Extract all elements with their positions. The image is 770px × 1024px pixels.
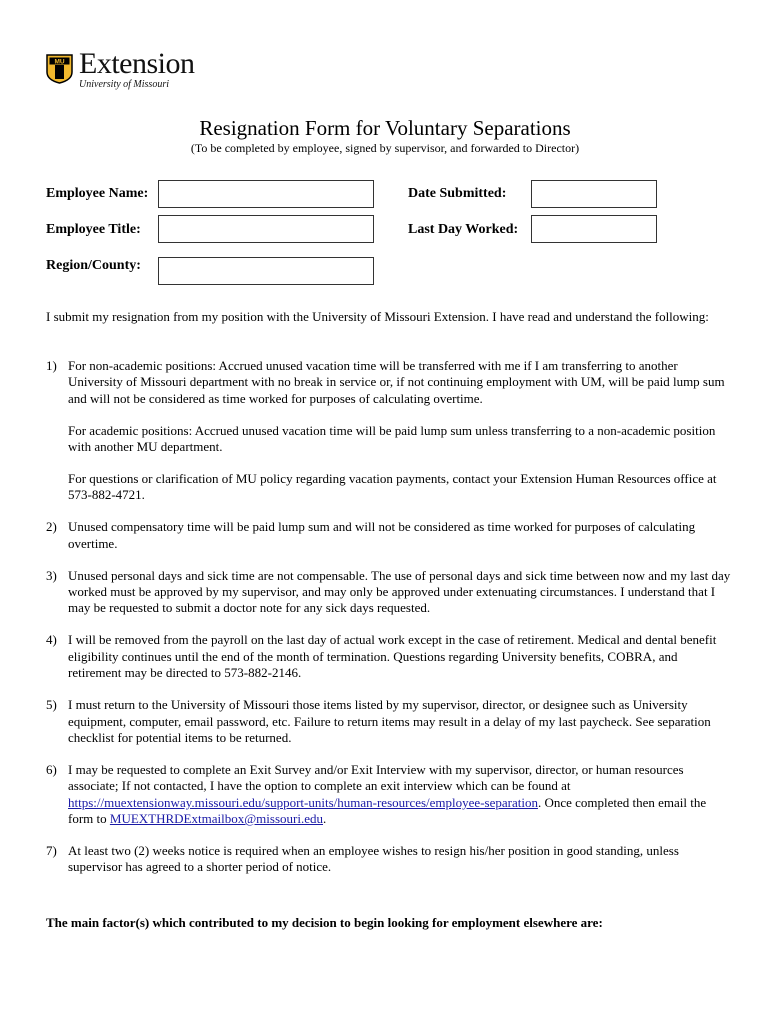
employee-name-input[interactable] [159,181,373,207]
list-item [46,568,731,617]
item-text-part: . Once completed then email the form to [68,794,707,827]
region-county-input[interactable] [159,258,373,284]
employee-name-label: Employee Name: [46,186,149,201]
list-item [46,697,731,746]
form-subtitle: (To be completed by employee, signed by supervisor, and forwarded to Director) [190,141,580,155]
employee-title-field[interactable] [158,215,374,243]
item-text [68,762,731,828]
list-item [46,843,731,876]
region-county-label: Region/County: [46,258,141,273]
item-text: I will be removed from the payroll on the last day of actual work except in the case of retirement. Medical and dental benefit eligibility continues until the end of the month of termination. Questions regarding University benefits, COBRA, and retirement may be directed to 573-882-2146. [68,632,717,681]
list-item [46,358,731,504]
intro-paragraph: I submit my resignation from my position with the University of Missouri Extension. I have read and understand the following: [46,309,709,324]
last-day-worked-label: Last Day Worked: [408,222,519,237]
last-day-worked-input[interactable] [532,216,656,242]
separation-page-link[interactable]: https://muextensionway.missouri.edu/support-units/human-resources/employee-separation [68,794,538,810]
employee-title-input[interactable] [159,216,373,242]
item-text: For questions or clarification of MU policy regarding vacation payments, contact your Extension Human Resources office at 573-882-4721. [68,471,717,503]
date-submitted-field[interactable] [531,180,657,208]
item-number: 2) [46,519,57,535]
employee-title-label: Employee Title: [46,222,141,237]
item-number: 5) [46,697,57,713]
extension-logo [46,47,226,91]
item-number: 6) [46,761,57,777]
date-submitted-input[interactable] [532,181,656,207]
item-number: 4) [46,632,57,648]
item-number: 7) [46,842,57,858]
item-number: 3) [46,567,57,583]
date-submitted-label: Date Submitted: [408,186,507,201]
factors-heading: The main factor(s) which contributed to my decision to begin looking for employment elsewhere are: [46,915,603,930]
item-text: At least two (2) weeks notice is required when an employee wishes to resign his/her position in good standing, unless supervisor has agreed to a shorter period of notice. [68,842,679,875]
employee-name-field[interactable] [158,180,374,208]
shield-letters: MU [54,58,65,66]
item-text: For non-academic positions: Accrued unused vacation time will be transferred with me if I am transferring to another University of Missouri department with no break in service or, if not continuing employment with UM, will be paid lump sum and will not be considered as time worked for purposes of calculating overtime. [68,358,725,406]
item-text: Unused personal days and sick time are not compensable. The use of personal days and sick time between now and my last day worked must be approved by my supervisor, and may only be approved under extenuating circumstances. I understand that I may be requested to submit a doctor note for any sick days requested. [68,567,731,616]
form-title: Resignation Form for Voluntary Separations [199,116,571,140]
logo-wordmark: Extension [79,47,195,80]
logo-subtitle: University of Missouri [79,79,169,90]
last-day-worked-field[interactable] [531,215,657,243]
terms-list [46,358,731,891]
list-item [46,632,731,681]
mu-shield-icon [46,54,73,84]
item-text: For academic positions: Accrued unused vacation time will be paid lump sum unless transferring to a non-academic position with another MU department. [68,422,716,455]
region-county-field[interactable] [158,257,374,285]
item-number: 1) [46,358,57,373]
hr-mailbox-link[interactable]: MUEXTHRDExtmailbox@missouri.edu [109,811,323,827]
item-text: I must return to the University of Missouri those items listed by my supervisor, director, or designee such as University equipment, computer, email password, etc. Failure to return items may result in a delay of my last paycheck. See separation checklist for potential items to be returned. [68,697,711,745]
list-item [46,519,731,552]
item-text-part: I may be requested to complete an Exit Survey and/or Exit Interview with my supervisor, director, or human resources associate; If not contacted, I have the option to complete an exit interview which can be found at [68,761,684,794]
item-text-part: . [323,811,327,827]
list-item [46,762,731,828]
item-text: Unused compensatory time will be paid lump sum and will not be considered as time worked for purposes of calculating overtime. [68,519,696,551]
